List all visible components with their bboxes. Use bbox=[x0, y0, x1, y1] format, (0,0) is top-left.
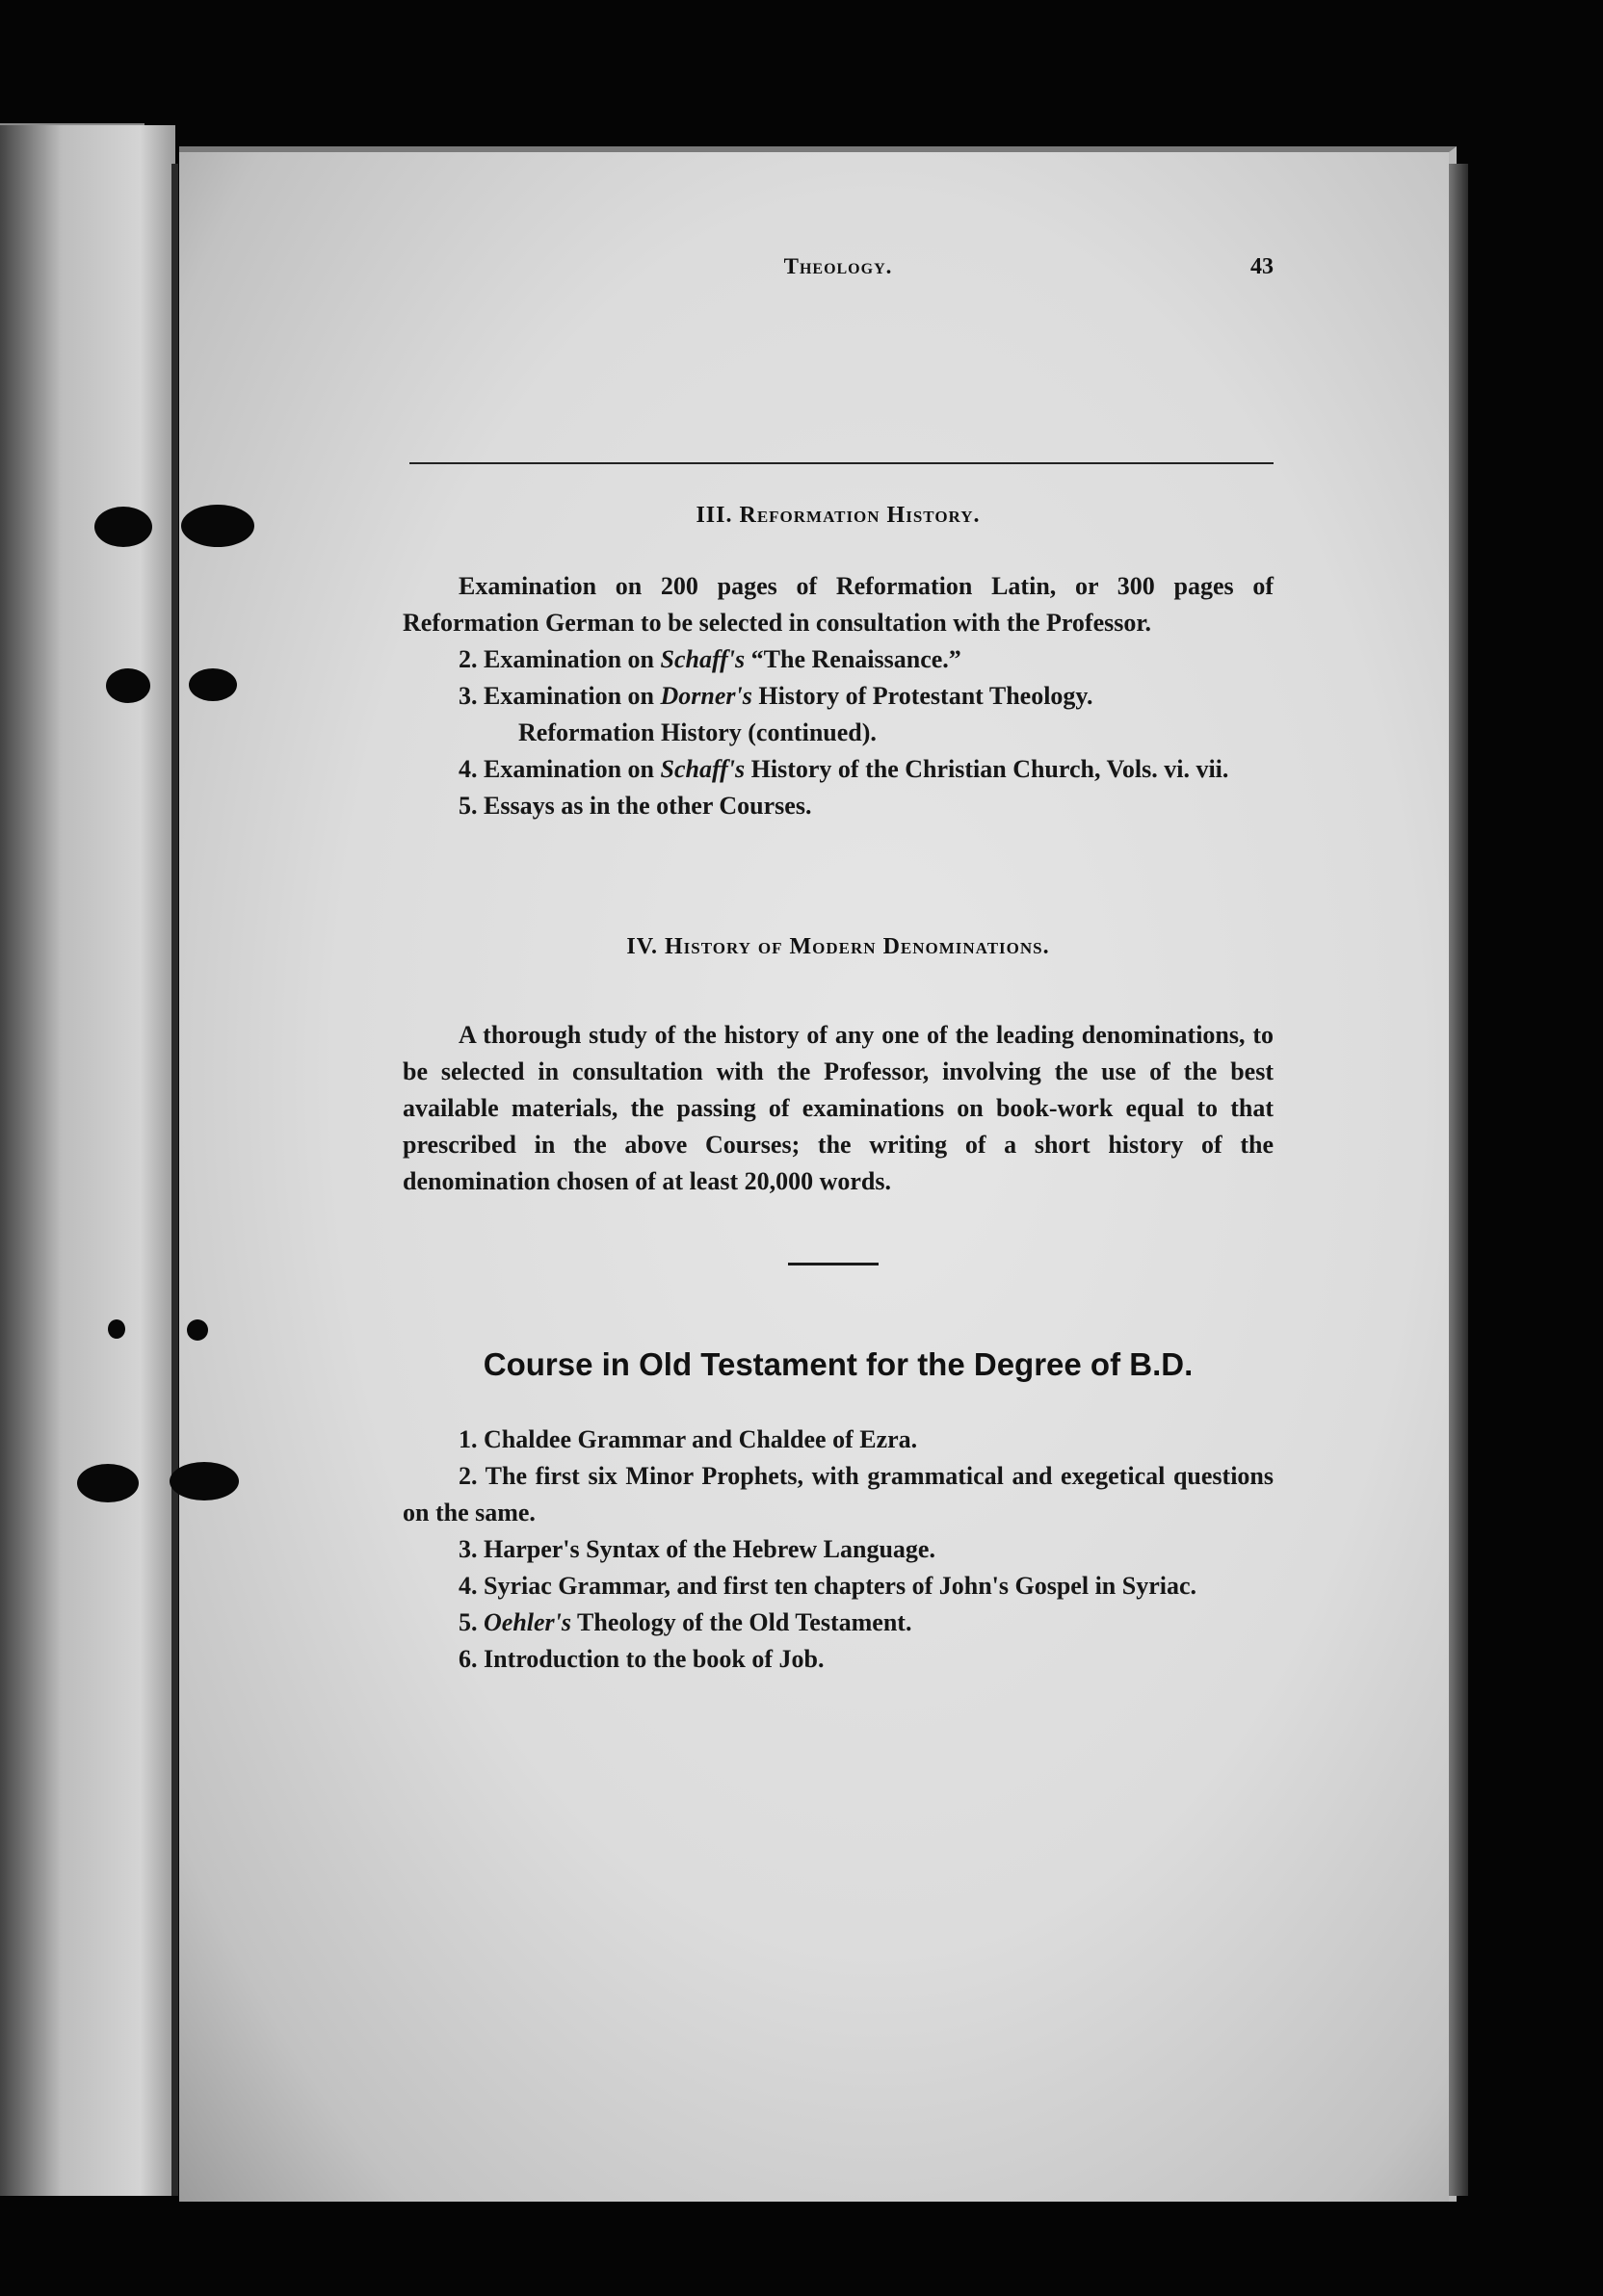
course-heading: Course in Old Testament for the Degree of B.D. bbox=[483, 1346, 1194, 1382]
list-item: Reformation History (continued). bbox=[518, 718, 877, 746]
list-item: 3. Examination on Dorner's History of Protestant Theology. bbox=[459, 682, 1093, 710]
denominations-body: A thorough study of the history of any one of the leading denominations, to be selected in consultation with the Professor, involving the use of the best available materials, the passing of examinations on book-work equal to that prescribed in the above Courses; the writing of a short history of the denomination chosen of at least 20,000 words. bbox=[403, 1021, 1274, 1195]
list-item: 5. Oehler's Theology of the Old Testament. bbox=[459, 1608, 912, 1636]
list-item: 6. Introduction to the book of Job. bbox=[459, 1645, 825, 1673]
running-title: Theology. bbox=[783, 254, 893, 278]
section-divider bbox=[788, 1263, 879, 1265]
list-item: 1. Chaldee Grammar and Chaldee of Ezra. bbox=[459, 1425, 918, 1453]
reformation-intro: Examination on 200 pages of Reformation Latin, or 300 pages of Reformation German to be selected in consultation with the Professor. bbox=[403, 572, 1274, 637]
running-head bbox=[403, 254, 1274, 293]
list-item: 2. Examination on Schaff's “The Renaissance.” bbox=[459, 645, 961, 673]
header-rule bbox=[409, 462, 1274, 464]
reformation-heading: III. Reformation History. bbox=[696, 503, 981, 528]
reformation-section bbox=[403, 568, 1274, 824]
old-testament-section bbox=[403, 1422, 1274, 1678]
denominations-section bbox=[403, 1017, 1274, 1200]
page-number: 43 bbox=[1250, 254, 1274, 279]
list-item: 5. Essays as in the other Courses. bbox=[459, 792, 812, 820]
list-item: 2. The first six Minor Prophets, with grammatical and exegetical questions on the same. bbox=[403, 1462, 1274, 1526]
denominations-heading: IV. History of Modern Denominations. bbox=[626, 934, 1050, 959]
list-item: 3. Harper's Syntax of the Hebrew Language. bbox=[459, 1535, 935, 1563]
list-item: 4. Examination on Schaff's History of the Christian Church, Vols. vi. vii. bbox=[459, 755, 1229, 783]
list-item: 4. Syriac Grammar, and first ten chapters of John's Gospel in Syriac. bbox=[459, 1572, 1197, 1600]
